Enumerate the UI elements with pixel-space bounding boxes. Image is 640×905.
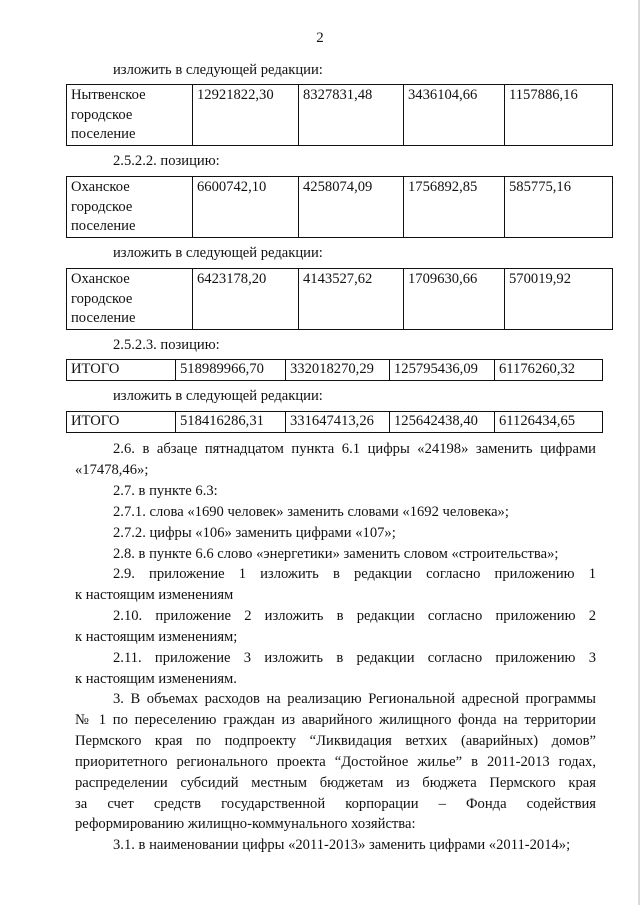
table-cell-value: 125795436,09 (390, 360, 495, 381)
paragraph-2-11-cont: к настоящим изменениям. (75, 671, 237, 687)
table-row (67, 412, 603, 433)
paragraph-3-1: 3.1. в наименовании цифры «2011-2013» заменить цифрами «2011-2014»; (113, 837, 571, 853)
table-row (67, 85, 613, 146)
table-nytva-new (66, 84, 613, 146)
page-number: 2 (316, 30, 324, 46)
table-cell-name: ИТОГО (67, 412, 176, 433)
paragraph-3-line: распределении субсидий местным бюджетам из бюджета Пермского края (75, 775, 596, 791)
table-cell-value: 1157886,16 (505, 85, 613, 146)
item-2-5-2-2: 2.5.2.2. позицию: (113, 153, 220, 169)
table-cell-value: 8327831,48 (299, 85, 404, 146)
table-cell-value: 125642438,40 (390, 412, 495, 433)
paragraph-3-line: 3. В объемах расходов на реализацию Региональной адресной программы (113, 691, 596, 707)
paragraph-2-10-cont: к настоящим изменениям; (75, 629, 238, 645)
table-total-new (66, 411, 603, 433)
redaction-label: изложить в следующей редакции: (113, 62, 323, 78)
table-row (67, 360, 603, 381)
table-cell-total: 6600742,10 (193, 177, 299, 238)
table-cell-name: Оханское городское поселение (67, 177, 193, 238)
table-cell-value: 332018270,29 (286, 360, 390, 381)
paragraph-3-line: приоритетного регионального проекта “Достойное жилье” в 2011-2013 годах, (75, 754, 596, 770)
paragraph-2-6-cont: «17478,46»; (75, 462, 149, 478)
paragraph-2-10: 2.10. приложение 2 изложить в редакции согласно приложению 2 (113, 608, 596, 624)
table-cell-value: 4258074,09 (299, 177, 404, 238)
paragraph-3-line: за счет средств государственной корпорации – Фонда содействия (75, 796, 596, 812)
table-row (67, 269, 613, 330)
paragraph-2-7-1: 2.7.1. слова «1690 человек» заменить словами «1692 человека»; (113, 504, 509, 520)
paragraph-3-line: Пермского края по подпроекту “Ликвидация ветхих (аварийных) домов” (75, 733, 596, 749)
item-2-5-2-3: 2.5.2.3. позицию: (113, 337, 220, 353)
paragraph-2-7: 2.7. в пункте 6.3: (113, 483, 218, 499)
table-cell-value: 61126434,65 (495, 412, 603, 433)
paragraph-2-7-2: 2.7.2. цифры «106» заменить цифрами «107»; (113, 525, 396, 541)
table-cell-value: 331647413,26 (286, 412, 390, 433)
table-cell-total: 6423178,20 (193, 269, 299, 330)
paragraph-3-line: № 1 по переселению граждан из аварийного жилищного фонда на территории (75, 712, 596, 728)
table-cell-name: Нытвенское городское поселение (67, 85, 193, 146)
table-cell-value: 61176260,32 (495, 360, 603, 381)
table-cell-value: 1756892,85 (404, 177, 505, 238)
table-total-old (66, 359, 603, 381)
redaction-label: изложить в следующей редакции: (113, 245, 323, 261)
table-cell-total: 518989966,70 (176, 360, 286, 381)
paragraph-2-9-cont: к настоящим изменениям (75, 587, 234, 603)
table-cell-total: 12921822,30 (193, 85, 299, 146)
paragraph-2-11: 2.11. приложение 3 изложить в редакции согласно приложению 3 (113, 650, 596, 666)
redaction-label: изложить в следующей редакции: (113, 388, 323, 404)
table-cell-value: 3436104,66 (404, 85, 505, 146)
table-cell-name: ИТОГО (67, 360, 176, 381)
table-cell-value: 585775,16 (505, 177, 613, 238)
table-okhansk-old (66, 176, 613, 238)
paragraph-2-9: 2.9. приложение 1 изложить в редакции согласно приложению 1 (113, 566, 596, 582)
table-cell-value: 4143527,62 (299, 269, 404, 330)
paragraph-3-line: реформированию жилищно-коммунального хозяйства: (75, 816, 416, 832)
table-cell-value: 570019,92 (505, 269, 613, 330)
paragraph-2-6: 2.6. в абзаце пятнадцатом пункта 6.1 цифры «24198» заменить цифрами (113, 441, 596, 457)
table-cell-total: 518416286,31 (176, 412, 286, 433)
paragraph-2-8: 2.8. в пункте 6.6 слово «энергетики» заменить словом «строительства»; (113, 546, 559, 562)
table-okhansk-new (66, 268, 613, 330)
table-row (67, 177, 613, 238)
table-cell-name: Оханское городское поселение (67, 269, 193, 330)
table-cell-value: 1709630,66 (404, 269, 505, 330)
